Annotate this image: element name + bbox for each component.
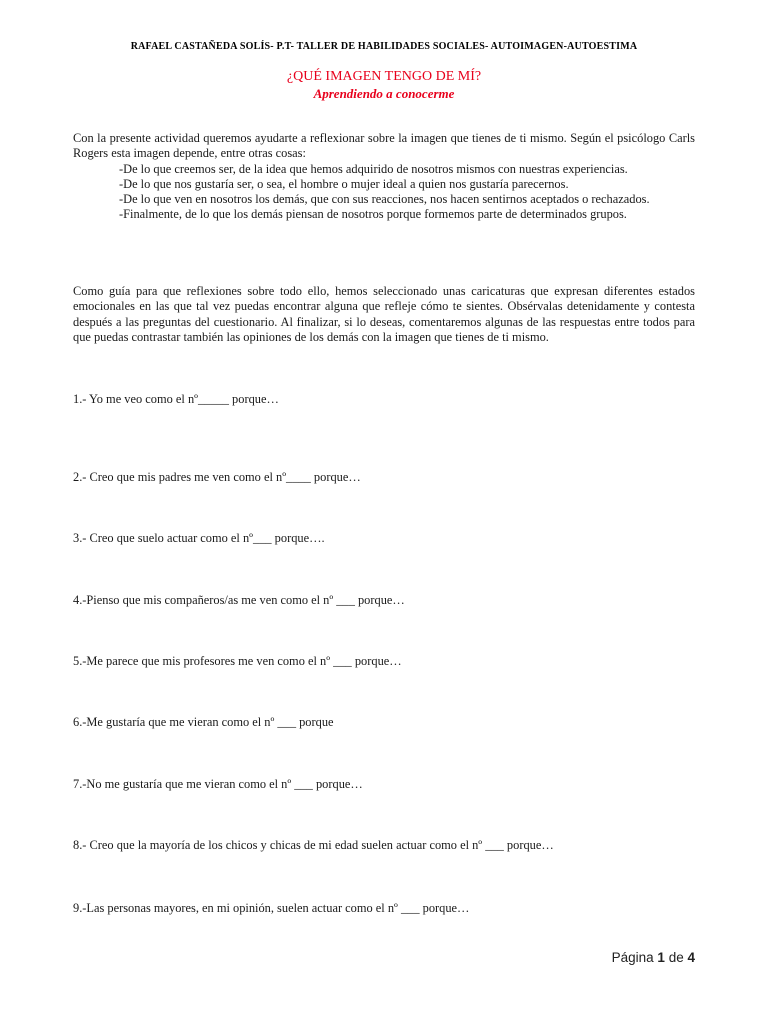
question-5: 5.-Me parece que mis profesores me ven como el nº ___ porque… <box>73 654 402 668</box>
question-1: 1.- Yo me veo como el nº_____ porque… <box>73 392 279 406</box>
document-header: RAFAEL CASTAÑEDA SOLÍS- P.T- TALLER DE HABILIDADES SOCIALES- AUTOIMAGEN-AUTOESTIMA <box>130 41 638 52</box>
guide-paragraph: Como guía para que reflexiones sobre todo ello, hemos seleccionado unas caricaturas que expresan diferentes estados emocionales en las que tal vez puedas encontrar alguna que refleje cómo te sientes. Obsérvalas detenidamente y contesta después a las preguntas del cuestionario. Al finalizar, si lo deseas, comentaremos algunas de las respuestas entre todos para que puedas contrastar también las opiniones de los demás con la imagen que tienes de ti mismo. <box>73 284 695 344</box>
bullet-item: -De lo que creemos ser, de la idea que hemos adquirido de nosotros mismos con nuestras experiencias. <box>119 161 628 176</box>
question-8: 8.- Creo que la mayoría de los chicos y chicas de mi edad suelen actuar como el nº ___ porque… <box>73 838 554 852</box>
question-7: 7.-No me gustaría que me vieran como el nº ___ porque… <box>73 777 363 791</box>
bullet-item: -De lo que nos gustaría ser, o sea, el hombre o mujer ideal a quien nos gustaría parecernos. <box>119 176 569 191</box>
bullet-item: -De lo que ven en nosotros los demás, que con sus reacciones, nos hacen sentirnos aceptados o rechazados. <box>119 192 650 207</box>
question-2: 2.- Creo que mis padres me ven como el nº____ porque… <box>73 470 361 484</box>
page-total: 4 <box>687 950 695 965</box>
intro-bullet-list <box>73 162 695 223</box>
page-current: 1 <box>657 950 665 965</box>
title-block <box>0 68 768 102</box>
bullet-item: -Finalmente, de lo que los demás piensan de nosotros porque formemos parte de determinados grupos. <box>119 207 627 222</box>
page-of: de <box>668 950 684 965</box>
page-number <box>560 950 695 965</box>
question-6: 6.-Me gustaría que me vieran como el nº ___ porque <box>73 715 334 729</box>
question-4: 4.-Pienso que mis compañeros/as me ven como el nº ___ porque… <box>73 593 405 607</box>
main-title: ¿QUÉ IMAGEN TENGO DE MÍ? <box>286 69 482 84</box>
question-3: 3.- Creo que suelo actuar como el nº___ porque…. <box>73 531 325 545</box>
page-label: Página <box>611 950 654 965</box>
intro-paragraph: Con la presente actividad queremos ayudarte a reflexionar sobre la imagen que tienes de ti mismo. Según el psicólogo Carls Rogers esta imagen depende, entre otras cosas: <box>73 131 695 161</box>
question-9: 9.-Las personas mayores, en mi opinión, suelen actuar como el nº ___ porque… <box>73 901 470 915</box>
intro-section <box>73 131 695 223</box>
subtitle: Aprendiendo a conocerme <box>313 86 455 101</box>
